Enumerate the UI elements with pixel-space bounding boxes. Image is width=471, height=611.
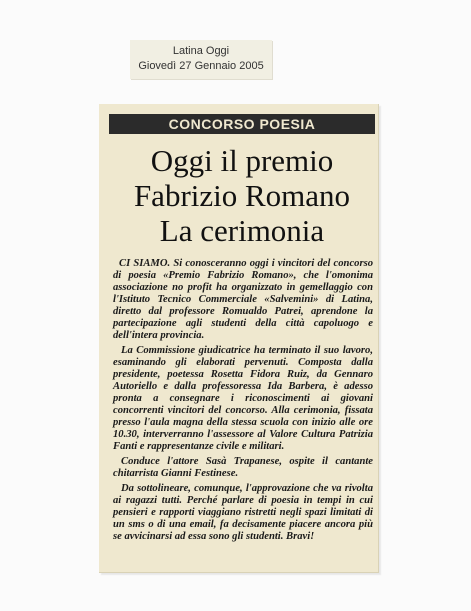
article [109, 114, 375, 546]
publication-date: Giovedì 27 Gennaio 2005 [138, 60, 264, 72]
article-paragraph: CI SIAMO. Si conosceranno oggi i vincitori del concorso di poesia «Premio Fabrizio Romano», che l'omonima associazione no profit ha organizzato in gemellaggio con l'Istituto Tecnico Commerciale «Salvemini» di Latina, diretto dal professore Romualdo Patrei, aprendone la partecipazione agli studenti della città capoluogo e dell'intera provincia. [113, 258, 373, 341]
article-paragraph: La Commissione giudicatrice ha terminato il suo lavoro, esaminando gli elaborati pervenuti. Composta dalla presidente, poetessa Rosetta Fidora Ruiz, da Gennaro Autoriello e dalla professoressa Ida Barbera, è adesso pronta a consegnare i riconoscimenti ai giovani concorrenti vincitori del concorso. Alla cerimonia, fissata presso l'aula magna della stessa scuola con inizio alle ore 10.30, interverranno l'assessore al Valore Cultura Patrizia Fanti e rappresentanze civile e militari. [113, 345, 373, 452]
newspaper-name: Latina Oggi [172, 45, 230, 57]
headline-line: Fabrizio Romano [133, 178, 351, 213]
article-headline [109, 143, 375, 248]
article-paragraph: Da sottolineare, comunque, l'approvazione che va rivolta ai ragazzi tutti. Perché parlare di poesia in tempi in cui pensieri e rapporti viaggiano ristretti negli spazi limitati di un sms o di una email, fa decisamente piacere ancora più se avvicinarsi ad essa sono gli studenti. Bravi! [113, 483, 373, 542]
article-body [109, 258, 375, 543]
section-rubric: CONCORSO POESIA [109, 114, 375, 134]
newspaper-clipping [99, 104, 379, 573]
headline-line: Oggi il premio [150, 143, 334, 178]
newspaper-source-label [130, 40, 272, 79]
headline-line: La cerimonia [159, 213, 325, 248]
article-paragraph: Conduce l'attore Sasà Trapanese, ospite il cantante chitarrista Gianni Festinese. [113, 456, 373, 479]
